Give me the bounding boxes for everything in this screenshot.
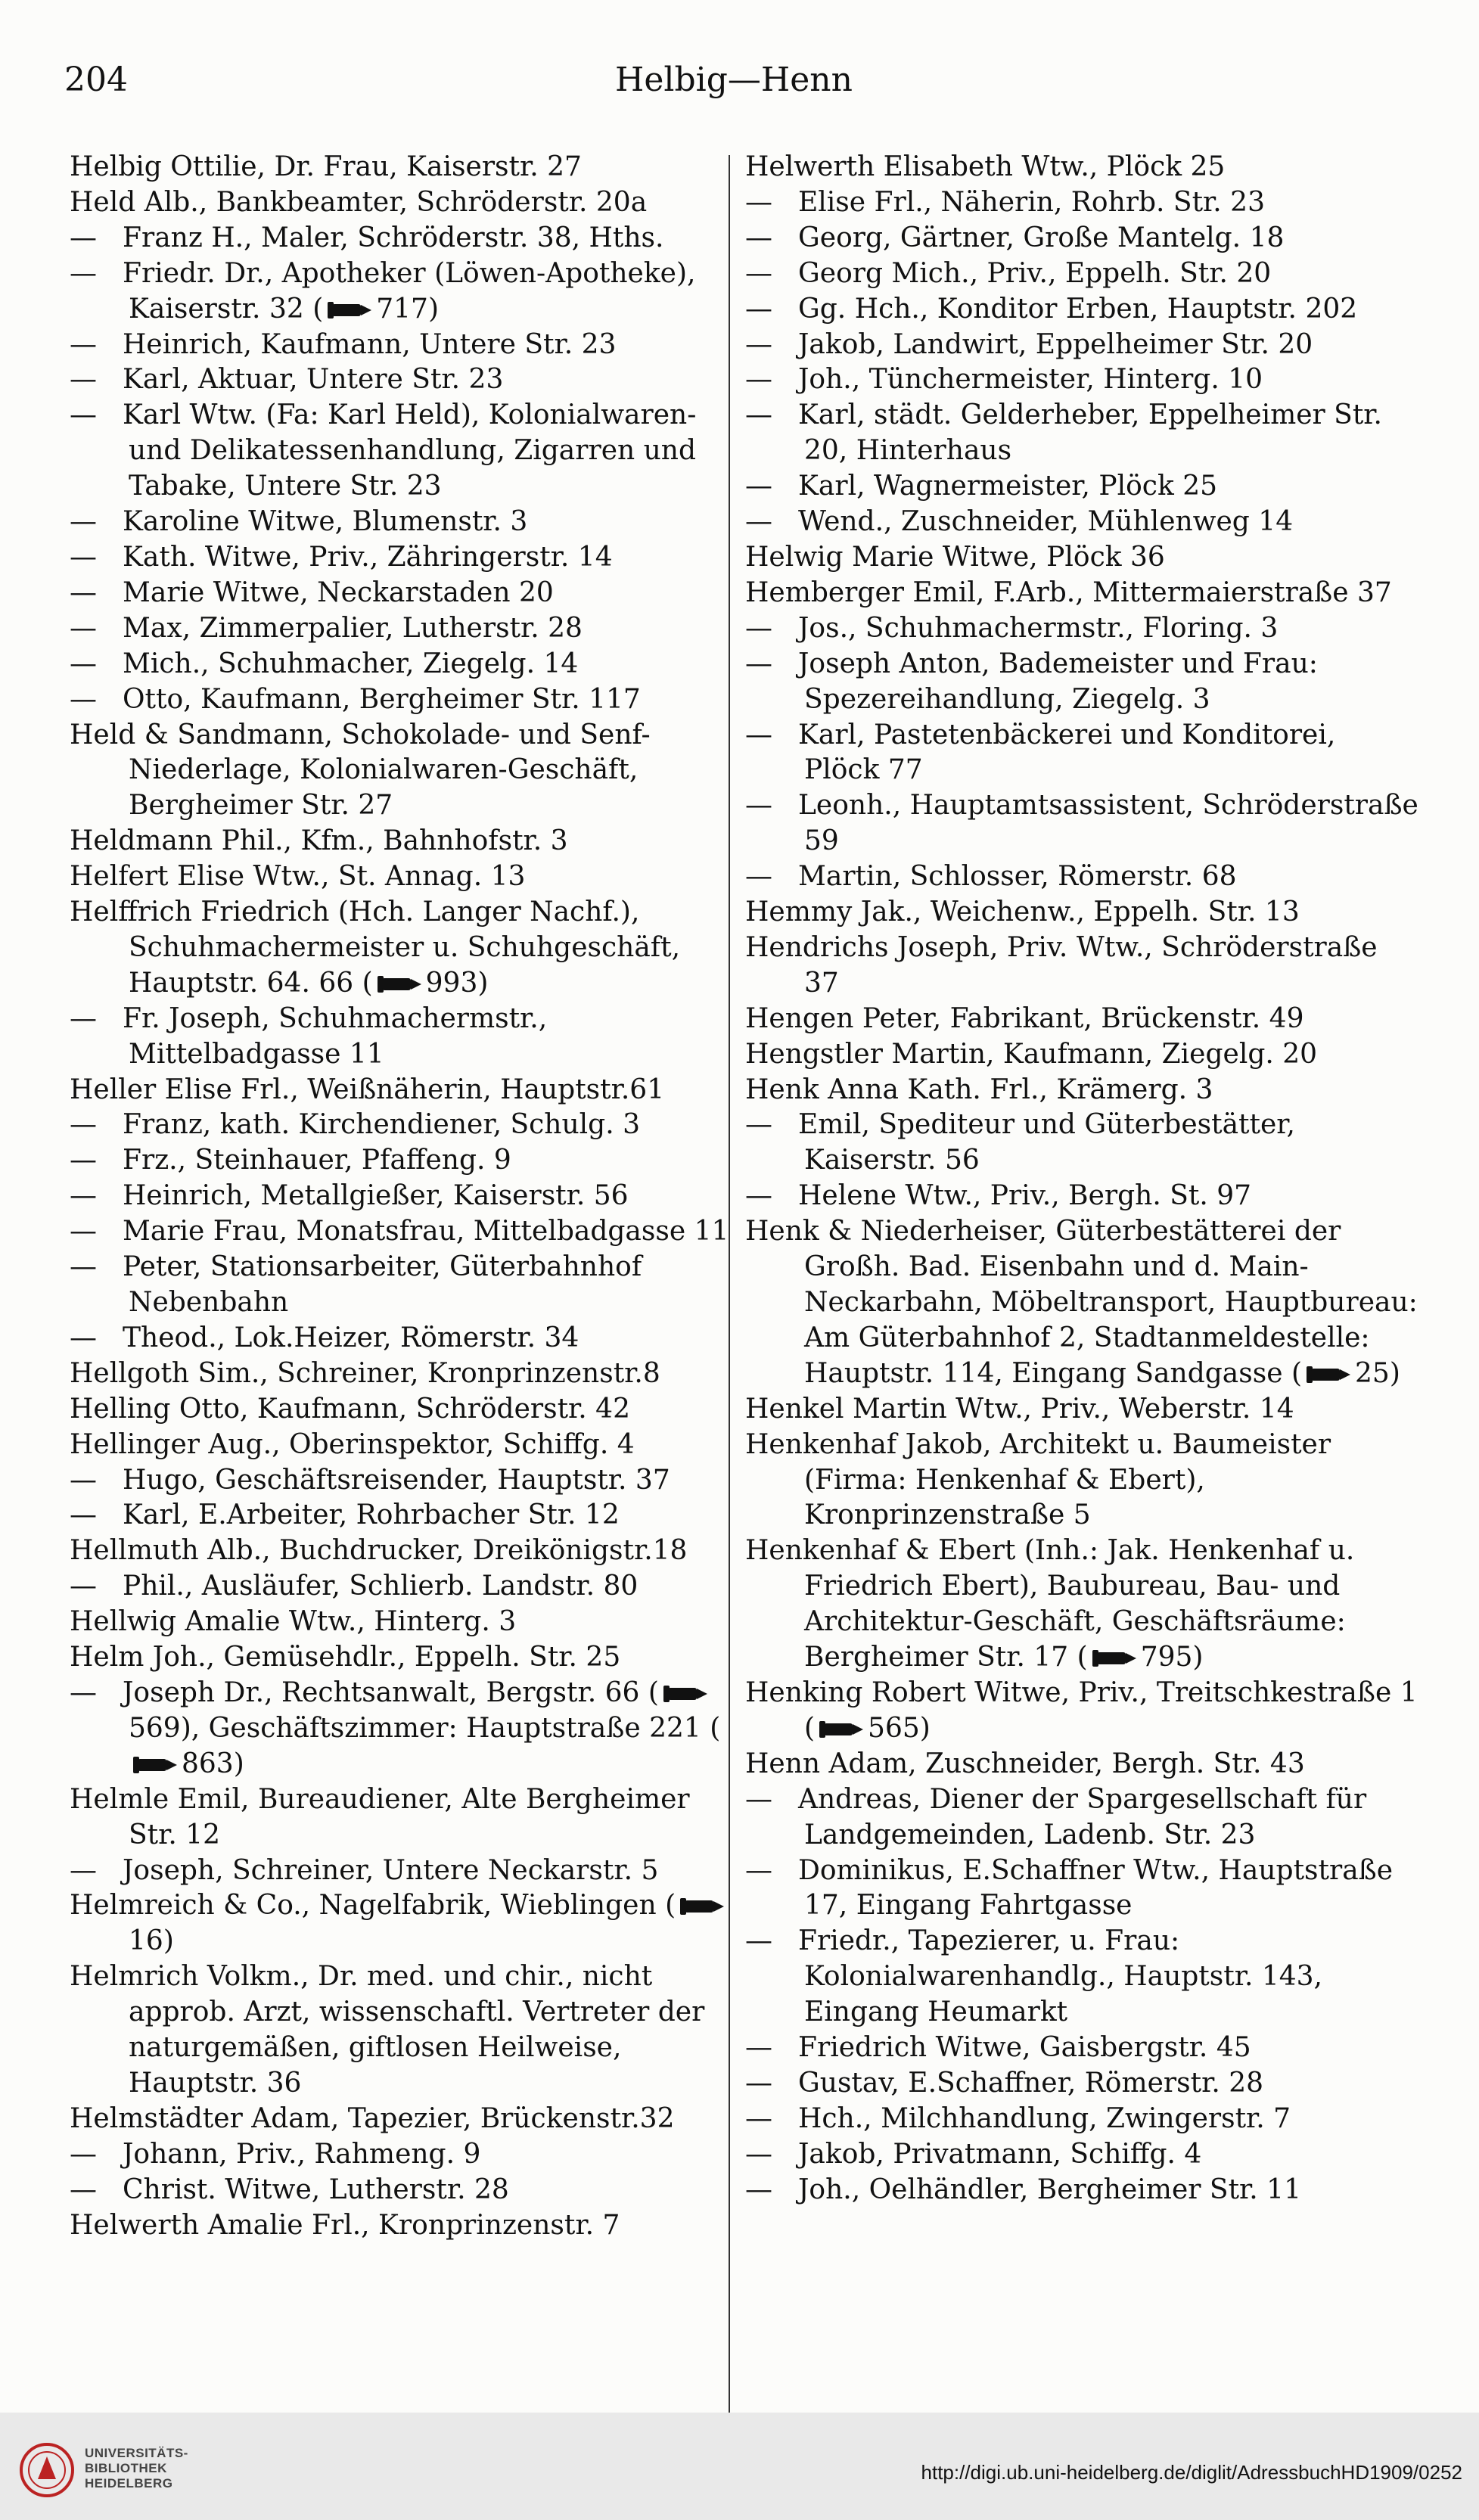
directory-entry: [745, 647, 1418, 718]
entry-text: Christ. Witwe, Lutherstr. 28: [123, 2174, 509, 2205]
directory-entry: [745, 859, 1418, 895]
ditto-dash: —: [745, 1109, 772, 1141]
entry-text: Held Alb., Bankbeamter, Schröderstr. 20a: [70, 186, 648, 218]
entry-text: Helmreich & Co., Nagelfabrik, Wieblingen (: [70, 1890, 676, 1922]
directory-entry: [745, 362, 1418, 398]
entry-text: Friedr. Dr., Apotheker (Löwen-Apotheke), Kaiserstr. 32 (: [123, 257, 696, 325]
entry-text: Marie Witwe, Neckarstaden 20: [123, 576, 554, 608]
entry-text: Helmle Emil, Bureaudiener, Alte Bergheimer Str. 12: [70, 1783, 690, 1850]
entry-text: Elise Frl., Näherin, Rohrb. Str. 23: [798, 186, 1265, 218]
directory-entry: [70, 362, 743, 398]
entry-text: Friedr., Tapezierer, u. Frau: Kolonialwarenhandlg., Hauptstr. 143, Eingang Heumarkt: [798, 1925, 1323, 2028]
telephone-icon: [326, 300, 373, 320]
entry-text: Hellmuth Alb., Buchdrucker, Dreikönigstr.18: [70, 1535, 688, 1567]
ditto-dash: —: [745, 648, 772, 679]
ditto-dash: —: [745, 861, 772, 893]
ditto-dash: —: [745, 1783, 772, 1815]
directory-entry: [70, 1463, 743, 1499]
entry-text: ): [1192, 1642, 1204, 1673]
directory-entry: [745, 256, 1418, 292]
directory-entry: [745, 576, 1418, 611]
entry-text: Phil., Ausläufer, Schlierb. Landstr. 80: [123, 1571, 639, 1602]
directory-entry: [70, 1002, 743, 1073]
directory-entry: [745, 398, 1418, 469]
entry-text: Gustav, E.Schaffner, Römerstr. 28: [798, 2067, 1264, 2099]
directory-entry: [70, 895, 743, 1002]
directory-entry: [70, 1428, 743, 1463]
directory-entry: [745, 1392, 1418, 1428]
entry-text: ): [163, 1925, 174, 1957]
entry-text: Joh., Tünchermeister, Hinterg. 10: [798, 364, 1263, 396]
entry-text: Max, Zimmerpalier, Lutherstr. 28: [123, 612, 583, 644]
entry-text: Otto, Kaufmann, Bergheimer Str. 117: [123, 683, 641, 715]
entry-text: Henking Robert Witwe, Priv., Treitschkestraße 1 (: [745, 1676, 1418, 1744]
phone-number: 569: [129, 1712, 181, 1744]
directory-entry: [745, 1214, 1418, 1392]
directory-entry: [70, 2208, 743, 2244]
entry-text: ): [1389, 1357, 1400, 1389]
directory-entry: [70, 1392, 743, 1428]
directory-entry: [745, 931, 1418, 1002]
entry-text: ): [919, 1712, 931, 1744]
university-seal-icon: [17, 2440, 77, 2500]
directory-entry: [70, 1356, 743, 1392]
entry-text: Marie Frau, Monatsfrau, Mittelbadgasse 11: [123, 1216, 729, 1248]
telephone-icon: [1305, 1365, 1352, 1384]
library-name-line-1: UNIVERSITÄTS-: [85, 2446, 188, 2460]
entry-text: Kath. Witwe, Priv., Zähringerstr. 14: [123, 541, 613, 573]
entry-text: Helffrich Friedrich (Hch. Langer Nachf.), Schuhmachermeister u. Schuhgeschäft, Hauptstr. 64. 66 (: [70, 896, 681, 999]
ditto-dash: —: [70, 506, 97, 538]
entry-text: Heldmann Phil., Kfm., Bahnhofstr. 3: [70, 825, 568, 857]
directory-entry: [745, 1179, 1418, 1214]
entry-text: ), Geschäftszimmer: Hauptstraße 221 (: [180, 1712, 721, 1744]
ditto-dash: —: [745, 2138, 772, 2170]
directory-entry: [70, 1853, 743, 1889]
directory-entry: [70, 398, 743, 505]
directory-entry: [745, 1747, 1418, 1782]
ditto-dash: —: [745, 471, 772, 502]
entry-text: Karl, Pastetenbäckerei und Konditorei, Plöck 77: [798, 719, 1336, 786]
directory-entry: [70, 824, 743, 859]
directory-entry: [70, 647, 743, 682]
entry-text: Henk Anna Kath. Frl., Krämerg. 3: [745, 1074, 1213, 1105]
entry-text: ): [427, 293, 440, 325]
directory-entry: [70, 1250, 743, 1321]
directory-entry: [70, 1321, 743, 1356]
ditto-dash: —: [70, 1180, 97, 1212]
ditto-dash: —: [745, 1180, 772, 1212]
directory-entry: [70, 1214, 743, 1250]
directory-entry: [745, 328, 1418, 363]
directory-entry: [70, 1605, 743, 1640]
directory-entry: [70, 221, 743, 256]
telephone-icon: [679, 1897, 726, 1916]
directory-entry: [70, 185, 743, 221]
directory-entry: [745, 221, 1418, 256]
entry-text: Helmrich Volkm., Dr. med. und chir., nicht approb. Arzt, wissenschaftl. Vertreter der naturgemäßen, giftlosen Heilweise, Hauptstr. 36: [70, 1961, 705, 2099]
directory-entry: [745, 1924, 1418, 2031]
directory-entry: [745, 150, 1418, 185]
ditto-dash: —: [70, 576, 97, 608]
ditto-dash: —: [70, 1571, 97, 1602]
entry-text: Hellwig Amalie Wtw., Hinterg. 3: [70, 1606, 517, 1638]
ditto-dash: —: [745, 1854, 772, 1886]
entry-text: Wend., Zuschneider, Mühlenweg 14: [798, 506, 1294, 538]
entry-text: Joseph Anton, Bademeister und Frau: Spezereihandlung, Ziegelg. 3: [798, 648, 1318, 715]
entry-text: Hengen Peter, Fabrikant, Brückenstr. 49: [745, 1002, 1304, 1034]
ditto-dash: —: [745, 719, 772, 750]
telephone-icon: [662, 1684, 709, 1704]
ditto-dash: —: [745, 328, 772, 360]
directory-entry: [745, 469, 1418, 505]
entry-text: Hellgoth Sim., Schreiner, Kronprinzenstr.8: [70, 1357, 660, 1389]
entry-text: Gg. Hch., Konditor Erben, Hauptstr. 202: [798, 293, 1358, 325]
entry-text: Karl, E.Arbeiter, Rohrbacher Str. 12: [123, 1499, 620, 1531]
ditto-dash: —: [745, 2032, 772, 2064]
entry-text: Jakob, Privatmann, Schiffg. 4: [798, 2138, 1202, 2170]
entry-text: Helfert Elise Wtw., St. Annag. 13: [70, 861, 526, 893]
directory-entry: [70, 1143, 743, 1179]
directory-entry: [70, 1179, 743, 1214]
entry-text: Georg, Gärtner, Große Mantelg. 18: [798, 222, 1285, 253]
entry-text: Heinrich, Metallgießer, Kaiserstr. 56: [123, 1180, 629, 1212]
ditto-dash: —: [70, 1464, 97, 1496]
footer-bar: [0, 2413, 1479, 2520]
entry-text: Henkel Martin Wtw., Priv., Weberstr. 14: [745, 1393, 1294, 1425]
entry-text: Henkenhaf & Ebert (Inh.: Jak. Henkenhaf u. Friedrich Ebert), Baubureau, Bau- und Architektur-Geschäft, Geschäftsräume: Bergheimer Str. 17 (: [745, 1535, 1355, 1673]
directory-entry: [745, 1002, 1418, 1037]
directory-entry: [745, 540, 1418, 576]
phone-number: 16: [129, 1925, 163, 1957]
entry-text: Helwerth Amalie Frl., Kronprinzenstr. 7: [70, 2209, 620, 2241]
telephone-icon: [818, 1720, 865, 1739]
phone-number: 863: [182, 1748, 234, 1779]
directory-entry: [745, 1037, 1418, 1073]
phone-number: 717: [376, 293, 428, 325]
entry-text: Joseph, Schreiner, Untere Neckarstr. 5: [123, 1854, 659, 1886]
directory-entry: [745, 1676, 1418, 1747]
entry-text: Hch., Milchhandlung, Zwingerstr. 7: [798, 2102, 1291, 2134]
entry-text: Franz H., Maler, Schröderstr. 38, Hths.: [123, 222, 664, 253]
ditto-dash: —: [70, 399, 97, 431]
ditto-dash: —: [70, 1854, 97, 1886]
entry-text: Helene Wtw., Priv., Bergh. St. 97: [798, 1180, 1252, 1212]
phone-number: 25: [1355, 1357, 1390, 1389]
ditto-dash: —: [70, 2174, 97, 2205]
entry-text: Helmstädter Adam, Tapezier, Brückenstr.32: [70, 2102, 675, 2134]
ditto-dash: —: [70, 2138, 97, 2170]
ditto-dash: —: [70, 328, 97, 360]
ditto-dash: —: [745, 186, 772, 218]
entry-text: Hengstler Martin, Kaufmann, Ziegelg. 20: [745, 1038, 1318, 1070]
directory-entry: [70, 718, 743, 825]
ditto-dash: —: [745, 399, 772, 431]
directory-entry: [70, 1640, 743, 1676]
ditto-dash: —: [745, 257, 772, 289]
ditto-dash: —: [70, 364, 97, 396]
ditto-dash: —: [70, 257, 97, 289]
directory-entry: [745, 185, 1418, 221]
ditto-dash: —: [745, 293, 772, 325]
directory-entry: [745, 292, 1418, 328]
directory-entry: [745, 505, 1418, 540]
directory-entry: [70, 2137, 743, 2173]
entry-text: Karl, Wagnermeister, Plöck 25: [798, 471, 1218, 502]
ditto-dash: —: [70, 1109, 97, 1141]
entry-text: Karoline Witwe, Blumenstr. 3: [123, 506, 528, 538]
entry-text: Henn Adam, Zuschneider, Bergh. Str. 43: [745, 1748, 1305, 1779]
directory-entry: [745, 1428, 1418, 1534]
directory-entry: [745, 2137, 1418, 2173]
directory-entry: [745, 611, 1418, 647]
telephone-icon: [1091, 1648, 1138, 1668]
entry-text: Peter, Stationsarbeiter, Güterbahnhof Nebenbahn: [123, 1251, 642, 1318]
ditto-dash: —: [70, 648, 97, 679]
directory-entry: [70, 150, 743, 185]
ditto-dash: —: [70, 1002, 97, 1034]
directory-entry: [70, 682, 743, 718]
directory-entry: [745, 2066, 1418, 2102]
phone-number: 993: [425, 967, 478, 999]
directory-entry: [70, 1073, 743, 1108]
ditto-dash: —: [70, 1216, 97, 1248]
ditto-dash: —: [745, 364, 772, 396]
ditto-dash: —: [745, 222, 772, 253]
entry-text: Joh., Oelhändler, Bergheimer Str. 11: [798, 2174, 1301, 2205]
entry-text: Emil, Spediteur und Güterbestätter, Kaiserstr. 56: [798, 1109, 1295, 1176]
directory-entry: [70, 1888, 743, 1959]
telephone-icon: [376, 974, 423, 994]
directory-entry: [745, 2102, 1418, 2137]
ditto-dash: —: [70, 1676, 97, 1708]
right-column: [745, 150, 1418, 2208]
library-name-line-3: HEIDELBERG: [85, 2476, 173, 2490]
entry-text: Dominikus, E.Schaffner Wtw., Hauptstraße 17, Eingang Fahrtgasse: [798, 1854, 1394, 1922]
ditto-dash: —: [70, 1251, 97, 1283]
directory-entry: [70, 1959, 743, 2102]
entry-text: Jos., Schuhmachermstr., Floring. 3: [798, 612, 1279, 644]
directory-entry: [70, 1498, 743, 1533]
ditto-dash: —: [70, 1499, 97, 1531]
entry-text: Johann, Priv., Rahmeng. 9: [123, 2138, 481, 2170]
entry-text: Heller Elise Frl., Weißnäherin, Hauptstr.61: [70, 1074, 665, 1105]
ditto-dash: —: [745, 2067, 772, 2099]
directory-entry: [745, 2031, 1418, 2066]
directory-entry: [70, 1782, 743, 1853]
entry-text: Friedrich Witwe, Gaisbergstr. 45: [798, 2032, 1251, 2064]
directory-entry: [745, 1108, 1418, 1179]
entry-text: Karl, Aktuar, Untere Str. 23: [123, 364, 504, 396]
entry-text: Jakob, Landwirt, Eppelheimer Str. 20: [798, 328, 1313, 360]
library-name-line-2: BIBLIOTHEK: [85, 2461, 167, 2475]
directory-entry: [70, 2102, 743, 2137]
entry-text: Hugo, Geschäftsreisender, Hauptstr. 37: [123, 1464, 670, 1496]
entry-text: Andreas, Diener der Spargesellschaft für Landgemeinden, Ladenb. Str. 23: [798, 1783, 1367, 1850]
ditto-dash: —: [70, 683, 97, 715]
directory-entry: [70, 1108, 743, 1143]
directory-entry: [70, 540, 743, 576]
directory-entry: [70, 611, 743, 647]
directory-entry: [70, 1676, 743, 1782]
entry-text: Hemberger Emil, F.Arb., Mittermaierstraße 37: [745, 576, 1392, 608]
directory-entry: [70, 505, 743, 540]
directory-entry: [70, 1569, 743, 1605]
entry-text: Heinrich, Kaufmann, Untere Str. 23: [123, 328, 617, 360]
entry-text: Hendrichs Joseph, Priv. Wtw., Schröderstraße 37: [745, 931, 1378, 999]
column-divider: [729, 155, 730, 2425]
ditto-dash: —: [745, 2174, 772, 2205]
entry-text: Mich., Schuhmacher, Ziegelg. 14: [123, 648, 579, 679]
entry-text: Helwerth Elisabeth Wtw., Plöck 25: [745, 151, 1226, 182]
entry-text: ): [477, 967, 489, 999]
directory-entry: [745, 2173, 1418, 2208]
telephone-icon: [132, 1755, 179, 1775]
entry-text: Helwig Marie Witwe, Plöck 36: [745, 541, 1165, 573]
directory-entry: [745, 1782, 1418, 1853]
ditto-dash: —: [745, 506, 772, 538]
entry-text: Leonh., Hauptamtsassistent, Schröderstraße 59: [798, 790, 1418, 857]
entry-text: Joseph Dr., Rechtsanwalt, Bergstr. 66 (: [123, 1676, 659, 1708]
entry-text: Frz., Steinhauer, Pfaffeng. 9: [123, 1145, 511, 1176]
ditto-dash: —: [745, 1925, 772, 1957]
ditto-dash: —: [745, 612, 772, 644]
entry-text: Henk & Niederheiser, Güterbestätterei der Großh. Bad. Eisenbahn und d. Main-Neckarbahn, Möbeltransport, Hauptbureau: Am Güterbahnhof 2, Stadtanmeldestelle: Hauptstr. 114, Eingang Sandgasse (: [745, 1216, 1418, 1389]
entry-text: Theod., Lok.Heizer, Römerstr. 34: [123, 1322, 579, 1353]
directory-entry: [745, 718, 1418, 789]
directory-entry: [70, 859, 743, 895]
left-column: [70, 150, 743, 2243]
directory-entry: [70, 256, 743, 328]
page-header: [57, 61, 1411, 121]
ditto-dash: —: [70, 541, 97, 573]
directory-entry: [70, 328, 743, 363]
entry-text: Fr. Joseph, Schuhmachermstr., Mittelbadgasse 11: [123, 1002, 548, 1070]
entry-text: Franz, kath. Kirchendiener, Schulg. 3: [123, 1109, 640, 1141]
entry-text: Martin, Schlosser, Römerstr. 68: [798, 861, 1237, 893]
directory-entry: [745, 1853, 1418, 1925]
entry-text: Held & Sandmann, Schokolade- und Senf-Niederlage, Kolonialwaren-Geschäft, Bergheimer Str. 27: [70, 719, 651, 822]
entry-text: Helm Joh., Gemüsehdlr., Eppelh. Str. 25: [70, 1642, 621, 1673]
directory-entry: [745, 788, 1418, 859]
entry-text: Helling Otto, Kaufmann, Schröderstr. 42: [70, 1393, 630, 1425]
entry-text: Helbig Ottilie, Dr. Frau, Kaiserstr. 27: [70, 151, 582, 182]
directory-entry: [745, 895, 1418, 931]
ditto-dash: —: [745, 2102, 772, 2134]
entry-text: Hellinger Aug., Oberinspektor, Schiffg. 4: [70, 1428, 635, 1460]
entry-text: ): [233, 1748, 244, 1779]
ditto-dash: —: [70, 1145, 97, 1176]
ditto-dash: —: [70, 612, 97, 644]
page-number: 204: [64, 61, 128, 99]
entry-text: Karl Wtw. (Fa: Karl Held), Kolonialwaren- und Delikatessenhandlung, Zigarren und Tabake, Untere Str. 23: [123, 399, 697, 502]
entry-text: Hemmy Jak., Weichenw., Eppelh. Str. 13: [745, 896, 1300, 928]
ditto-dash: —: [70, 1322, 97, 1353]
ditto-dash: —: [70, 222, 97, 253]
running-head: Helbig—Henn: [615, 61, 853, 99]
phone-number: 565: [868, 1712, 920, 1744]
directory-entry: [70, 576, 743, 611]
source-url-link[interactable]: http://digi.ub.uni-heidelberg.de/diglit/AdressbuchHD1909/0252: [921, 2461, 1462, 2484]
entry-text: Karl, städt. Gelderheber, Eppelheimer Str. 20, Hinterhaus: [798, 399, 1382, 467]
directory-entry: [70, 2173, 743, 2208]
directory-entry: [745, 1533, 1418, 1676]
directory-entry: [745, 1073, 1418, 1108]
ditto-dash: —: [745, 790, 772, 822]
entry-text: Henkenhaf Jakob, Architekt u. Baumeister (Firma: Henkenhaf & Ebert), Kronprinzenstraße 5: [745, 1428, 1331, 1531]
phone-number: 795: [1140, 1642, 1193, 1673]
entry-text: Georg Mich., Priv., Eppelh. Str. 20: [798, 257, 1272, 289]
directory-entry: [70, 1533, 743, 1569]
library-name: [85, 2446, 188, 2491]
